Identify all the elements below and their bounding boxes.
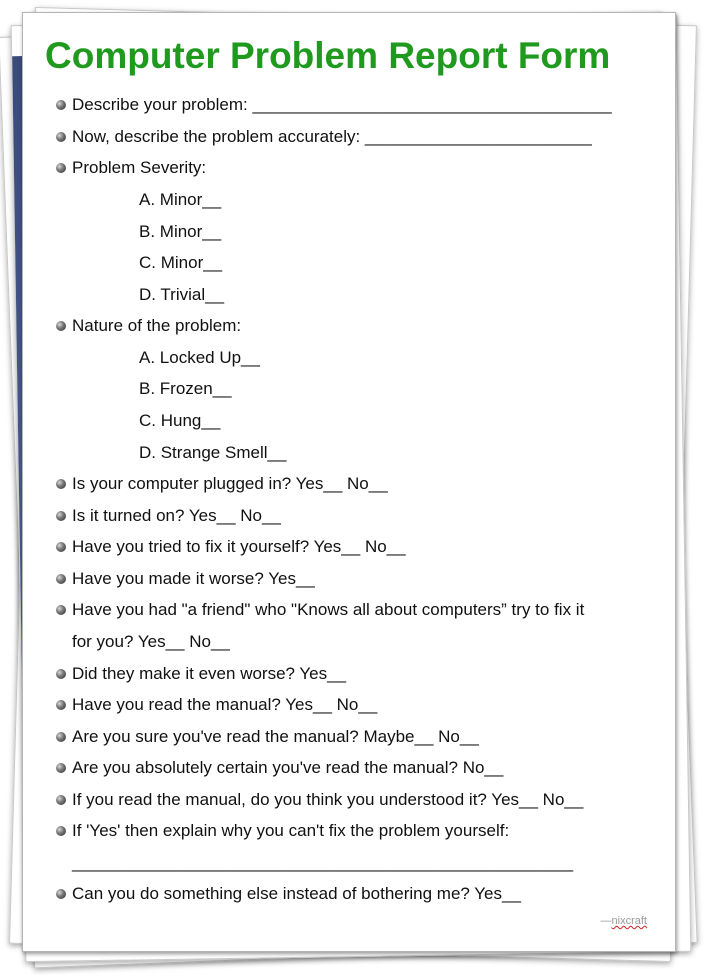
- item-text: Have you read the manual? Yes__ No__: [72, 695, 378, 714]
- bullet-icon: [56, 479, 66, 489]
- item-text: Can you do something else instead of bothering me? Yes__: [72, 884, 521, 903]
- signature: [601, 915, 647, 927]
- bullet-icon: [56, 321, 66, 331]
- bullet-icon: [56, 826, 66, 836]
- option-text: C. Minor__: [139, 253, 223, 272]
- item-text: Nature of the problem:: [72, 316, 242, 335]
- item-text: Have you made it worse? Yes__: [72, 569, 315, 588]
- bullet-icon: [56, 511, 66, 521]
- item-text: Are you absolutely certain you've read the manual? No__: [72, 758, 504, 777]
- item-text: for you? Yes__ No__: [72, 632, 230, 651]
- item-text: If you read the manual, do you think you understood it? Yes__ No__: [72, 790, 584, 809]
- item-text: Problem Severity:: [72, 158, 207, 177]
- item-text: Have you tried to fix it yourself? Yes__ No__: [72, 537, 406, 556]
- item-text: Is it turned on? Yes__ No__: [72, 506, 281, 525]
- option-text: D. Strange Smell__: [139, 443, 287, 462]
- bullet-icon: [56, 700, 66, 710]
- item-text: Describe your problem: ______________________________________: [72, 95, 612, 114]
- item-text: Have you had "a friend" who "Knows all about computers” try to fix it: [72, 600, 585, 619]
- bullet-icon: [56, 542, 66, 552]
- option-text: B. Frozen__: [139, 379, 232, 398]
- bullet-icon: [56, 889, 66, 899]
- bullet-icon: [56, 132, 66, 142]
- signature-name: nixcraft: [611, 915, 647, 927]
- option-text: D. Trivial__: [139, 285, 225, 304]
- option-text: B. Minor__: [139, 222, 222, 241]
- bullet-icon: [56, 605, 66, 615]
- option-text: A. Locked Up__: [139, 348, 260, 367]
- item-text: Is your computer plugged in? Yes__ No__: [72, 474, 388, 493]
- option-text: C. Hung__: [139, 411, 221, 430]
- bullet-icon: [56, 574, 66, 584]
- item-text: If 'Yes' then explain why you can't fix the problem yourself:: [72, 821, 510, 840]
- bullet-icon: [56, 795, 66, 805]
- item-text: Are you sure you've read the manual? Maybe__ No__: [72, 727, 479, 746]
- bullet-icon: [56, 100, 66, 110]
- item-text: Did they make it even worse? Yes__: [72, 664, 347, 683]
- page-title: Computer Problem Report Form: [45, 35, 611, 76]
- item-text: Now, describe the problem accurately: ________________________: [72, 127, 592, 146]
- bullet-icon: [56, 763, 66, 773]
- signature-dash: —: [600, 915, 612, 927]
- answer-line: _____________________________________________________: [72, 853, 574, 872]
- option-text: A. Minor__: [139, 190, 222, 209]
- bullet-icon: [56, 669, 66, 679]
- bullet-icon: [56, 732, 66, 742]
- bullet-icon: [56, 163, 66, 173]
- form-page: [22, 12, 676, 952]
